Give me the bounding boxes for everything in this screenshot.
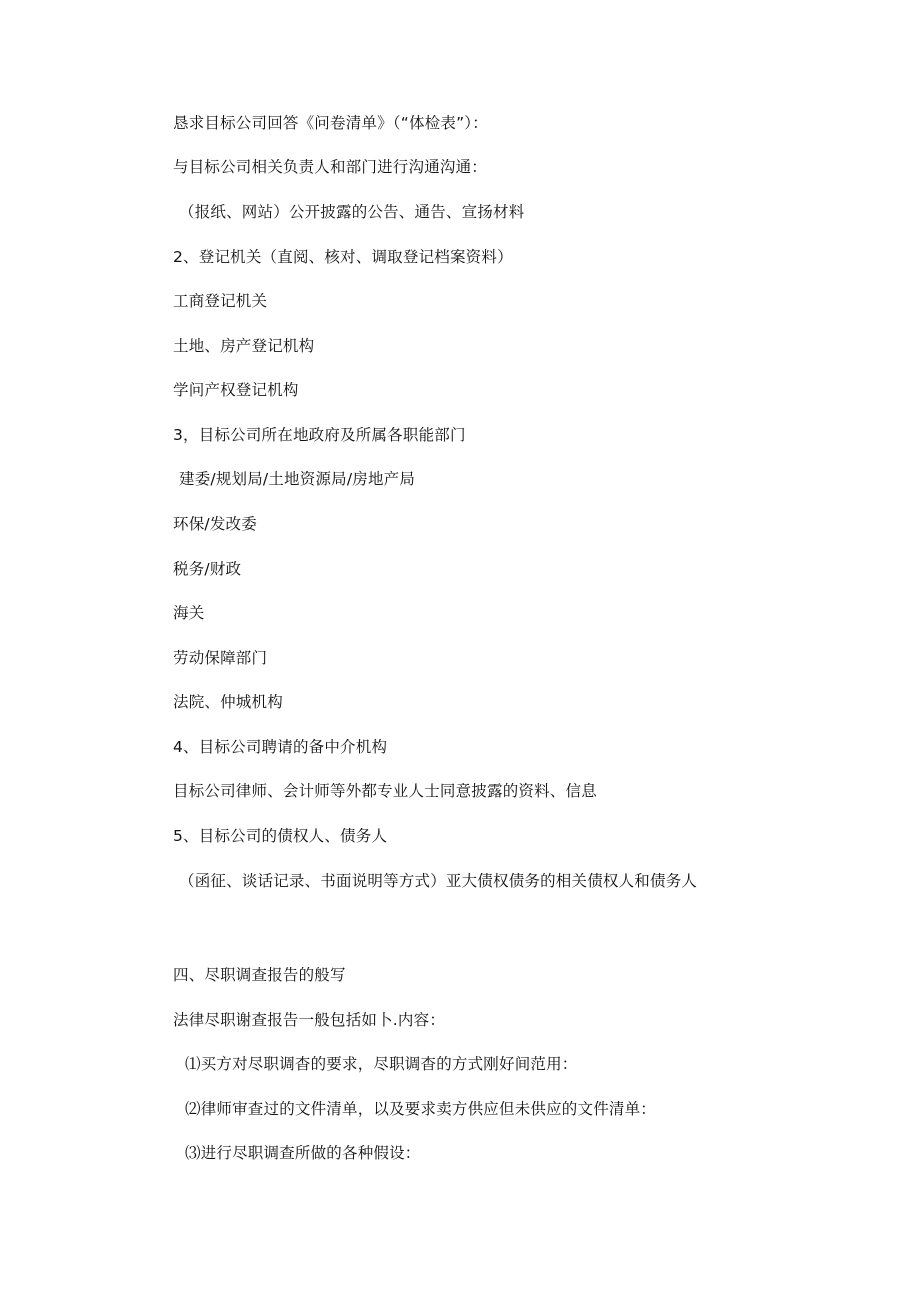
text-line: 工商登记机关 (173, 292, 268, 310)
text-line: 税务/财政 (173, 560, 242, 578)
text-line: 环保/发改委 (173, 515, 257, 533)
text-line: （报纸、网站）公开披露的公告、通告、宣扬材料 (179, 203, 525, 221)
text-line: 法律尽职谢查报告一般包括如卜.内容： (173, 1011, 446, 1029)
text-line: 建委/规划局/土地资源局/房地产局 (179, 470, 416, 488)
text-line: （函征、谈话记录、书面说明等方式）亚大债权债务的相关债权人和债务人 (179, 872, 698, 890)
text-line: 劳动保障部门 (173, 649, 268, 667)
list-item: ⑶进行尽职调查所做的各种假设： (185, 1144, 421, 1162)
text-line: 恳求目标公司回答《问卷清单》（“体检表”）： (173, 114, 488, 132)
text-line: 学问产权登记机构 (173, 381, 299, 399)
text-line: 海关 (173, 604, 205, 622)
text-line: 4、目标公司聘请的备中介机构 (173, 738, 388, 756)
text-line: 目标公司律师、会计师等外都专业人士同意披露的资料、信息 (173, 782, 597, 800)
text-line: 5、目标公司的债权人、债务人 (173, 827, 388, 845)
text-line: 2、登记机关（直阅、核对、调取登记档案资料） (173, 248, 513, 266)
text-line: 法院、仲城机构 (173, 693, 283, 711)
list-item: ⑵律师审查过的文件清单，以及要求卖方供应但未供应的文件清单： (185, 1100, 657, 1118)
list-item: ⑴买方对尽职调杳的要求，尽职调杳的方式刚好间范用： (185, 1055, 578, 1073)
section-heading: 四、尽职调查报告的般写 (173, 966, 346, 984)
text-line: 3，目标公司所在地政府及所属各职能部门 (173, 426, 466, 444)
text-line: 土地、房产登记机构 (173, 337, 315, 355)
text-line: 与目标公司相关负责人和部门进行沟通沟通： (173, 158, 488, 176)
